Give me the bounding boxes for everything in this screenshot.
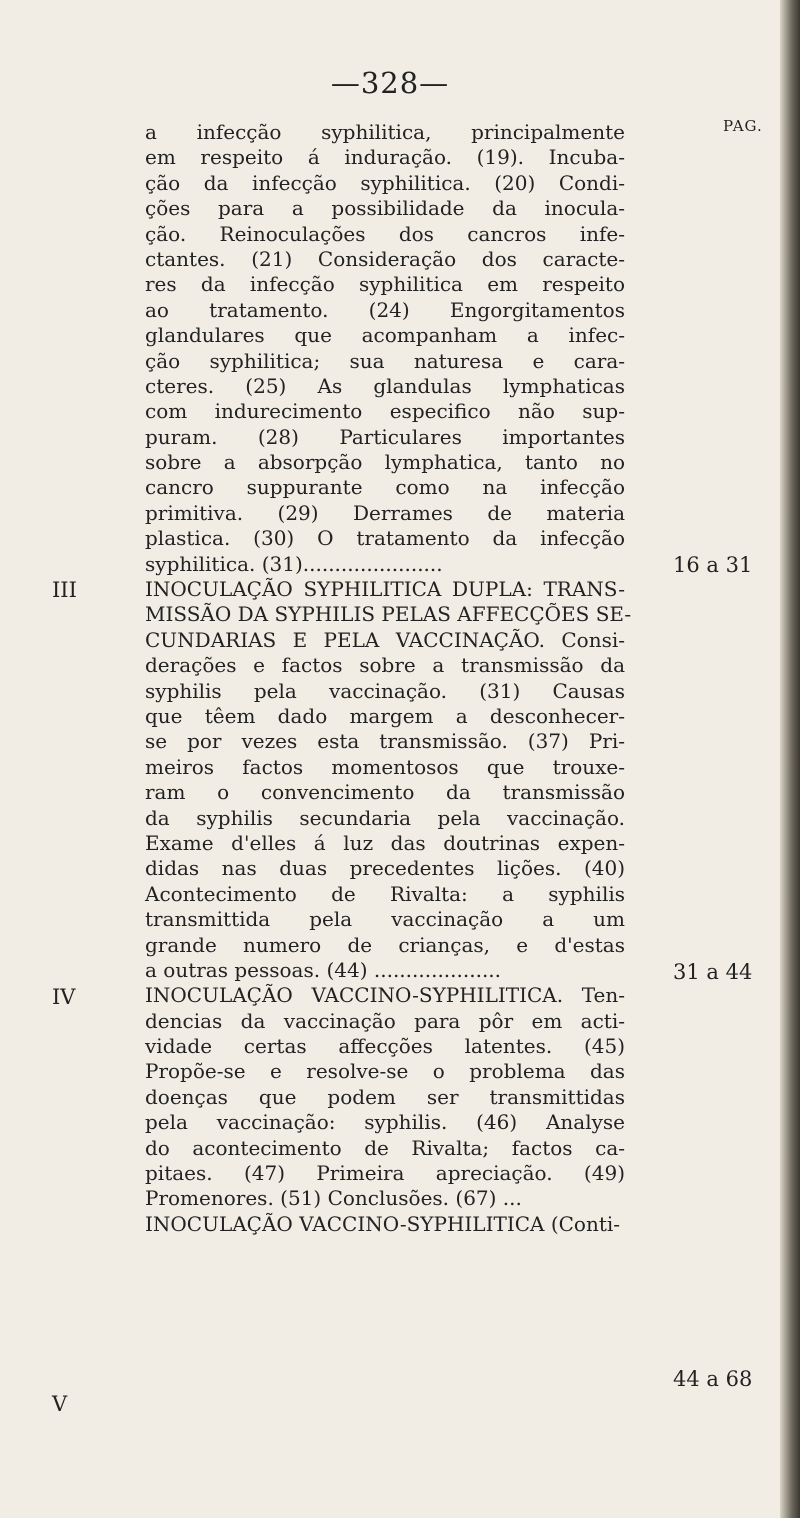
text-line: pela vaccinação: syphilis. (46) Analyse <box>145 1110 625 1135</box>
page-range: 31 a 44 <box>673 960 753 984</box>
section-numeral-v: V <box>52 1392 68 1416</box>
text-line: doenças que podem ser transmittidas <box>145 1084 625 1109</box>
text-line: didas nas duas precedentes lições. (40) <box>145 856 625 881</box>
text-line: do acontecimento de Rivalta; factos ca- <box>145 1135 625 1160</box>
text-line: Acontecimento de Rivalta: a syphilis <box>145 881 625 906</box>
text-line: ção syphilitica; sua naturesa e cara- <box>145 348 625 373</box>
text-line: dencias da vaccinação para pôr em acti- <box>145 1008 625 1033</box>
section-heading-line: MISSÃO DA SYPHILIS PELAS AFFECÇÕES SE- <box>145 602 632 627</box>
text-line: vidade certas affecções latentes. (45) <box>145 1034 625 1059</box>
text-line: meiros factos momentosos que trouxe- <box>145 754 625 779</box>
text-line: cteres. (25) As glandulas lymphaticas <box>145 373 625 398</box>
page-number: —328— <box>330 66 450 100</box>
text-line: ram o convencimento da transmissão <box>145 780 625 805</box>
text-line: primitiva. (29) Derrames de materia <box>145 500 625 525</box>
text-line: a infecção syphilitica, principalmente <box>145 120 625 144</box>
section-heading-line: CUNDARIAS E PELA VACCINAÇÃO. Consi- <box>145 627 625 652</box>
text-line: se por vezes esta transmissão. (37) Pri- <box>145 729 625 754</box>
text-line: ção da infecção syphilitica. (20) Condi- <box>145 170 625 195</box>
text-line: syphilis pela vaccinação. (31) Causas <box>145 678 625 703</box>
text-line: derações e factos sobre a transmissão da <box>145 653 625 678</box>
text-line: puram. (28) Particulares importantes <box>145 424 625 449</box>
page-edge-shadow <box>780 0 800 1518</box>
text-line: syphilitica. (31)...................... <box>145 551 443 576</box>
section-numeral-iii: III <box>52 578 77 602</box>
text-line: Propõe-se e resolve-se o problema das <box>145 1059 625 1084</box>
text-line: em respeito á induração. (19). Incuba- <box>145 145 625 170</box>
page-range: 44 a 68 <box>673 1367 753 1391</box>
text-line: a outras pessoas. (44) .................... <box>145 957 502 982</box>
text-line: ções para a possibilidade da inocula- <box>145 196 625 221</box>
text-line: com indurecimento especifico não sup- <box>145 399 625 424</box>
text-line: ctantes. (21) Consideração dos caracte- <box>145 246 625 271</box>
index-text <box>145 120 632 1237</box>
text-line: Promenores. (51) Conclusões. (67) ... <box>145 1186 522 1211</box>
text-line: res da infecção syphilitica em respeito <box>145 272 625 297</box>
page-range: 16 a 31 <box>673 553 753 577</box>
text-line: transmittida pela vaccinação a um <box>145 907 625 932</box>
text-line: grande numero de crianças, e d'estas <box>145 932 625 957</box>
text-line: ao tratamento. (24) Engorgitamentos <box>145 297 625 322</box>
section-heading-line: INOCULAÇÃO SYPHILITICA DUPLA: TRANS- <box>145 577 625 602</box>
text-line: Exame d'elles á luz das doutrinas expen- <box>145 830 625 855</box>
text-line: que têem dado margem a desconhecer- <box>145 703 625 728</box>
text-line: pitaes. (47) Primeira apreciação. (49) <box>145 1161 625 1186</box>
text-line: plastica. (30) O tratamento da infecção <box>145 526 625 551</box>
section-heading-line: INOCULAÇÃO VACCINO-SYPHILITICA (Conti- <box>145 1211 621 1236</box>
text-line: glandulares que acompanham a infec- <box>145 323 625 348</box>
text-line: cancro suppurante como na infecção <box>145 475 625 500</box>
text-line: ção. Reinoculações dos cancros infe- <box>145 221 625 246</box>
text-line: da syphilis secundaria pela vaccinação. <box>145 805 625 830</box>
section-heading-line: INOCULAÇÃO VACCINO-SYPHILITICA. Ten- <box>145 983 625 1008</box>
pag-column-header: PAG. <box>723 117 763 135</box>
text-line: sobre a absorpção lymphatica, tanto no <box>145 450 625 475</box>
section-numeral-iv: IV <box>52 985 76 1009</box>
